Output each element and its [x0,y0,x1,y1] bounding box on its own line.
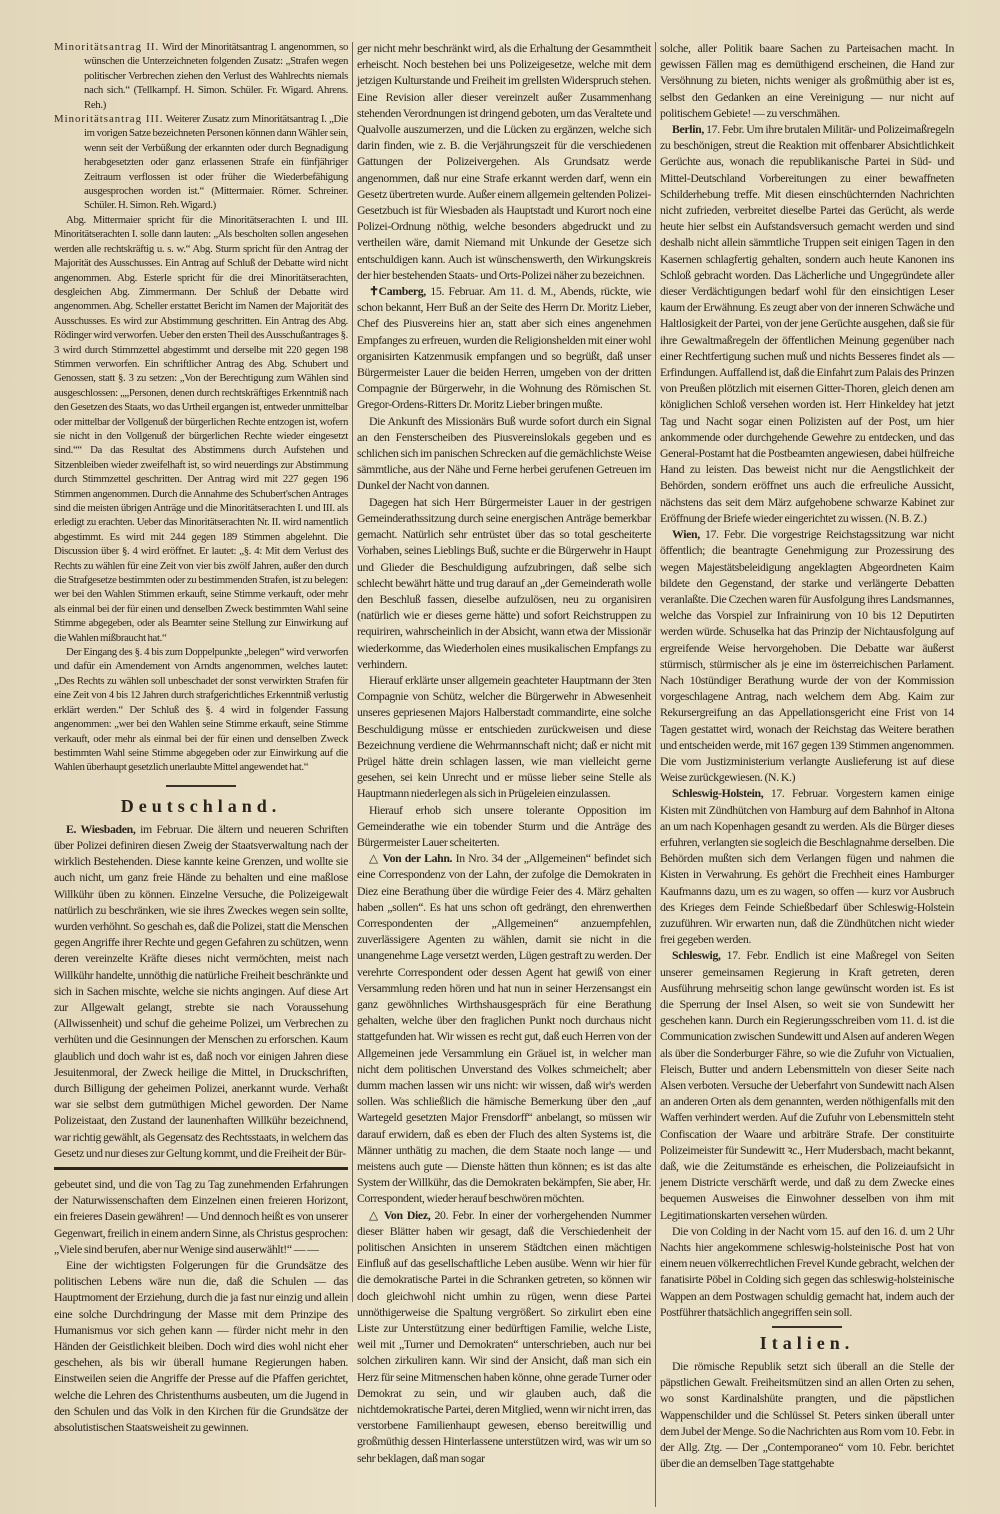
article-paragraph: Hierauf erhob sich unsere tolerante Opposition im Gemeinderathe wie ein tobender Sturm und die Anträge des Bürgermeister Lauer scheiterten. [357,802,651,849]
minority-motion-3: Minoritätsantrag III. Weiterer Zusatz zum Minoritätsantrag I. „Die im vorigen Satze bezeichneten Personen können dann Wähler sein, wenn seit der Verbüßung der erkannten oder durch Begnadigung herabgesetzten oder ganz erlassenen Strafe ein fünfjähriger Zeitraum verflossen ist oder früher die Wiederbefähigung ausgesprochen worden ist.“ (Mittermaier. Römer. Schreiner. Schüler. H. Simon. Reh. Wigard.) [54,113,348,212]
article-continuation: gebeutet sind, und die von Tag zu Tag zunehmenden Erfahrungen der Naturwissenschaften dem Einzelnen einen freieren Horizont, ein freieres Dasein gewähren! — Und dennoch heißt es von unserer Gegenwart, freilich in einem andern Sinne, als Christus gesprochen: „Viele sind berufen, aber nur Wenige sind auserwählt!“ — — [54,1176,348,1256]
schleswig-article: Schleswig, 17. Febr. Endlich ist eine Maßregel von Seiten unserer gemeinsamen Regierung in Kraft getreten, deren Ausführung mehrseitig schon lange gewünscht worden ist. Es ist die Sperrung der Insel Alsen, so weit sie von Sundewitt her geschehen kann. Durch ein Regierungsschreiben vom 11. d. ist die Communication zwischen Sundewitt und Alsen auf anderen Wegen als über die Sonderburger Fähre, so wie die Zufuhr von Victualien, Fleisch, Butter und andern Lebensmitteln von dieser Seite nach Alsen verboten. Versuche der Ueberfahrt von Sundewitt nach Alsen an anderen Orten als dem genannten, werden nöthigenfalls mit den Waffen verhindert werden. Auf die Zufuhr von Lebensmitteln steht Confiscation der Waare und arbiträre Strafe. Der constituirte Polizeimeister für Sundewitt ꝛc., Herr Mudersbach, macht bekannt, daß, wie die Zeitumstände es erheischen, die Polizeiaufsicht in jenem Districte verschärft werde, und daß zu dem Zwecke eines bequemen Ausweises die Einwohner desselben von ihm mit Legitimationskarten versehen würden. [660,948,954,1222]
section-heading-deutschland: Deutschland. [120,795,282,816]
italy-article: Die römische Republik setzt sich überall an die Stelle der päpstlichen Gewalt. Freiheitsmützen sind an allen Orten zu sehen, wo sonst Kardinalshüte prangten, und die päpstlichen Wappenschilder und die Schlüssel St. Peters sinken überall unter dem Jubel der Menge. So die Nachrichten aus Rom vom 10. Febr. in der Allg. Ztg. — Der „Contemporaneo“ vom 10. Febr. berichtet über die an demselben Tage stattgehabte [660,1359,954,1471]
wiesbaden-article: E. Wiesbaden, im Februar. Die ältern und neueren Schriften über Polizei definiren diesen Zweig der Staatsverwaltung nach der wirklich Bestehenden. Diese kannte keine Grenzen, und wollte sie auch nicht, um ganz freie Hände zu behalten und eine maßlose Willkühr üben zu können. Einzelne Versuche, die Polizeigewalt natürlich zu beschränken, wie sie ihres Zweckes wegen sein sollte, wurden verhöhnt. So geschah es, daß die Polizei, statt die Menschen gegen Angriffe ihrer Rechte und gegen Gefahren zu schützen, wenn deren vereinzelte Kräfte dieses nicht vermöchten, meist nach Willkühr handelte, unnöthig die natürliche Freiheit beschränkte und sich in Sachen mischte, welche sie nichts angingen. Auf diese Art zur Allgewalt gelangt, strebte sie nach Voraussehung (Allwissenheit) und schuf die geheime Polizei, um Verbrechen zu verhüten und die Gesinnungen der Menschen zu erforschen. Kaum glaublich und doch wahr ist es, daß noch vor einigen Jahren diese Jesuitenmoral, der Zweck heilige die Mittel, in Druckschriften, durch Billigung der geheimen Polizei, anerkannt wurde. Verhaßt war sie selbst dem gutmüthigen Michel geworden. Der Name Polizeistaat, den Zustand der launenhaften Willkühr bezeichnend, war richtig gewählt, als Gegensatz des Rechtsstaats, in welchem das Gesetz und nur dieses zur Geltung kommt, und die Freiheit der Bür- gebeutet sind, und die von Tag zu Tag zunehmenden Erfahrungen der Naturwissenschaften dem Einzelnen einen freieren Horizont, ein freieres Dasein gewähren! — Und dennoch heißt es von unserer Gegenwart, freilich in einem andern Sinne, als Christus gesprochen: „Viele sind berufen, aber nur Wenige sind auserwählt!“ — — Eine der wichtigsten Folgerungen für die Grundsätze des politischen Lebens wäre nun die, daß die Schulen — das Hauptmoment der Erziehung, durch die ja fast nur einzig und allein eine solche Durchdringung der Masse mit dem Prinzipe des Humanismus vor sich gehen kann — fürder nicht mehr in den Händen der Geistlichkeit bleiben. Doch wird dies wohl nicht eher geschehen, als bis wir überall humane Regierungen haben. Einstweilen seien die Angriffe der Presse auf die Pfaffen gerichtet, welche die Lehren des Christenthums ausbeuten, um die Jugend in den Schulen und das Volk in den Kirchen für die Grundsätze der absolutistischen Staatsweisheit zu gewinnen. [54,821,349,1435]
column-divider [655,42,656,1507]
berlin-article: Berlin, 17. Febr. Um ihre brutalen Militär- und Polizeimaßregeln zu beschönigen, streut die Reaktion mit offenbarer Absichtlichkeit Gerüchte aus, wonach die republikanische Partei in Süd- und Mittel-Deutschland Vorbereitungen zu einer bewaffneten Schilderhebung treffe. Mit diesen einschüchternden Nachrichten nicht zufrieden, verbreitet dieselbe Partei das Gerücht, als werde heute hier selbst ein Aufstandsversuch gemacht werden und sind deshalb nicht allein sämmtliche Truppen seit einigen Tagen in den Kasernen schlagfertig gehalten, sondern auch heute Kanonen ins Schloß gebracht worden. Das Lächerliche und Ungegründete aller dieser Verdächtigungen bedarf wohl für den einsichtigen Leser kaum der Erwähnung. Es zeugt aber von der inneren Schwäche und Haltlosigkeit der Partei, von der jene Gerüchte ausgehen, daß sie für ihre Gewaltmaßregeln der öffentlichen Meinung gegenüber nach einer Rechtfertigung suchen muß und nichts Besseres findet als — Erfindungen. Auffallend ist, daß die Einfahrt zum Palais des Prinzen von Preußen plötzlich mit eisernen Gitter-Thoren, gleich denen am königlichen Schloß versehen worden ist. Herr Hinkeldey hat jetzt Tag und Nacht sogar einen Polizisten auf der Post, um hier ankommende oder durchgehende Gewehre zu entdecken, und das General-Postamt hat die Postbeamten angewiesen, dabei hülfreiche Hand zu leisten. Das beweist nicht nur die Aengstlichkeit der Behörden, sondern eröffnet uns auch die erfreuliche Aussicht, nächstens das seit dem März aufgehobene schwarze Kabinet zur Eröffnung der Briefe wieder eingerichtet zu wissen. (N. B. Z.) [660,122,954,525]
parliament-report [54,40,348,775]
schleswig-holstein-article: Schleswig-Holstein, 17. Februar. Vorgestern kamen einige Kisten mit Zündhütchen von Hamburg auf dem Bahnhof in Altona an um nach Kopenhagen gesandt zu werden. Als die Bürger dieses erfuhren, verlangten sie sogleich die Beschlagnahme derselben. Die Behörden mußten sich dem Verlangen fügen und nahmen die Kisten in Verwahrung. Es gehört die Frechheit eines Hamburger Kaufmanns dazu, um es zu wagen, so offen — kurz vor Ausbruch des Krieges dem Feinde Schießbedarf über Schleswig-Holstein zuzuführen. Wir erwarten nun, daß die Zündhütchen nicht wieder frei gegeben werden. [660,786,955,947]
article-paragraph: Eine der wichtigsten Folgerungen für die Grundsätze des politischen Lebens wäre nun die, daß die Schulen — das Hauptmoment der Erziehung, durch die ja fast nur einzig und allein eine solche Durchdringung der Masse mit dem Prinzipe des Humanismus vor sich gehen kann — fürder nicht mehr in den Händen der Geistlichkeit bleiben. Doch wird dies wohl nicht eher geschehen, als bis wir überall humane Regierungen haben. Einstweilen seien die Angriffe der Presse auf die Pfaffen gerichtet, welche die Lehren des Christenthums ausbeuten, um die Jugend in den Schulen und das Volk in den Kirchen für die Grundsätze der absolutistischen Staatsweisheit zu gewinnen. [54,1258,348,1435]
article-continuation: ger nicht mehr beschränkt wird, als die Erhaltung der Gesammtheit erheischt. Noch bestehen bei uns Polizeigesetze, welche mit dem jetzigen Kulturstande und Freiheit im grellsten Widerspruch stehen. Eine Revision aller dieser vereinzelt außer Zusammenhang stehenden Verordnungen ist dringend geboten, um das Veraltete und Qualvolle auszumerzen, und die Lücken zu ergänzen, welche sich darin finden, wie z. B. die Verjährungszeit für die verschiedenen Gattungen der Polizeivergehen. Als Grundsatz werde angenommen, daß nur eine Strafe erkannt werden darf, wenn ein Gesetz übertreten wurde. Außer einem allgemein geltenden Polizei-Gesetzbuch ist für Wiesbaden als Hauptstadt und Kurort noch eine Polizei-Ordnung nöthig, welche besonders abgedruckt und zu vertheilen wäre, damit Niemand mit Unkunde der Gesetze sich entschuldigen kann. Auch ist wünschenswerth, den Wirkungskreis der hier bestehenden Staats- und Orts-Polizei näher zu bezeichnen. [357,41,651,282]
dateline: E. Wiesbaden, [66,821,136,836]
article-continuation: solche, aller Politik baare Sachen zu Parteisachen macht. In gewissen Fällen mag es demüthigend erscheinen, die Hand zur Versöhnung zu bieten, nichts weniger als großmüthig aber ist es, selbst den Gedanken an eine Vereinigung — nur nicht auf politischem Gebiete! — zu verschmähen. [660,41,954,120]
wien-article: Wien, 17. Febr. Die vorgestrige Reichstagssitzung war nicht öffentlich; die beantragte Genehmigung zur Prozessirung des wegen Majestätsbeleidigung angeklagten Abgeordneten Kaim bildete den Gegenstand, der starke und verlängerte Debatten veranlaßte. Die Czechen waren für Ausfolgung ihres Landsmannes, welche das Vorspiel zur Infrainirung von 10 bis 12 Deputirten werden würde. Schuselka hat das Prinzip der Nichtausfolgung auf ergreifende Weise hervorgehoben. Die Debatte war äußerst stürmisch, stürmischer als je eine im österreichischen Parlament. Nach 10stündiger Berathung wurde der von der Kommission vorgeschlagene Antrag, nach welchem dem Abg. Kaim zur Rekursergreifung an das Appellationsgericht eine Frist von 14 Tagen gestattet wird, wonach der Reichstag das Weitere berathen und entscheiden werde, mit 167 gegen 139 Stimmen angenommen. Die vom Justizministerium verlangte Auslieferung ist auf diese Weise zurückgewiesen. (N. K.) [660,527,955,785]
camberg-article: ✝Camberg, 15. Februar. Am 11. d. M., Abends, rückte, wie schon bekannt, Herr Buß an der Seite des Herrn Dr. Moritz Lieber, Chef des Piusvereins hier an, statt aber sich eines angenehmen Empfanges zu erfreuen, wurden die Religionshelden mit einer wohl organisirten Katzenmusik empfangen und so begrüßt, daß unser Bürgermeister Lauer die beiden Herren, umgeben von der dritten Compagnie der Bürgerwehr, in die Wohnung des Römischen St. Gregor-Ordens-Ritters Dr. Moritz Lieber bringen mußte. [357,284,652,412]
column-3 [660,40,954,1471]
column-2 [357,40,651,1466]
paragraph-4-result: Der Eingang des §. 4 bis zum Doppelpunkte „belegen“ wird verworfen und dafür ein Amendement von Arndts angenommen, welches lautet: „Des Rechts zu wählen soll unbeschadet der sonst verwirkten Strafen für eine Zeit von 4 bis 12 Jahren durch strafgerichtliches Erkenntniß verlustig erklärt werden.“ Der Schluß des §. 4 wird in folgender Fassung angenommen: „wer bei den Wahlen seine Stimme erkauft, seine Stimme verkauft, oder mehr als einmal bei der für einen und denselben Zweck bestimmten Wahl seine Stimme abgegeben oder zur Einwirkung auf die Wahlen überhaupt gesetzlich unerlaubte Mittel angewendet hat.“ [54,646,348,774]
debate-paragraph: Abg. Mittermaier spricht für die Minoritätserachten I. und III. Minoritätserachten I. solle dann lauten: „Als bescholten sollen angesehen werden alle rechtskräftig u. s. w.“ Abg. Sturm spricht für den Antrag der Majorität des Ausschusses. Ein Antrag auf Schluß der Debatte wird nicht angenommen. Abg. Esterle spricht für die drei Minoritätserachten, desgleichen Abg. Zimmermann. Der Schluß der Debatte wird angenommen. Abg. Scheller erstattet Bericht im Namen der Majorität des Ausschusses. Es wird zur Abstimmung geschritten. Ein Antrag des Abg. Rödinger wird verworfen. Ueber den ersten Theil des Ausschußantrages §. 3 wird durch Stimmzettel abgestimmt und derselbe mit 220 gegen 198 Stimmen verworfen. Ein schriftlicher Antrag des Abg. Schubert und Genossen, statt §. 3 zu setzen: „Von der Berechtigung zum Wählen sind ausgeschlossen: „„Personen, denen durch rechtskräftiges Erkenntniß nach den Gesetzen des Staats, wo das Urtheil ergangen ist, entweder unmittelbar oder mittelbar der Vollgenuß der bürgerlichen Rechte entzogen ist, wofern sie nicht in den Vollgenuß der bürgerlichen Rechte wieder eingesetzt sind.““ Da das Resultat des Abstimmens durch Aufstehen und Sitzenbleiben wieder zweifelhaft ist, so wird neuerdings zur Abstimmung durch Stimmzettel geschritten. Der Antrag wird mit 227 gegen 196 Stimmen angenommen. Durch die Annahme des Schubert'schen Antrages sind die meisten übrigen Anträge und die Minoritätserachten I. und III. als erledigt zu erachten. Ueber das Minoritätserachten Nr. II. wird namentlich abgestimmt. Es wird mit 244 gegen 189 Stimmen abgelehnt. Die Discussion über §. 4 wird eröffnet. Er lautet: „§. 4: Mit dem Verlust des Rechts zu wählen für eine Zeit von vier bis zwölf Jahren, außer den durch die Strafgesetze bestimmten oder zu bestimmenden Strafen, ist zu belegen: wer bei den Wahlen Stimmen erkauft, seine Stimme verkauft, oder mehr als einmal bei der für einen und denselben Zweck bestimmten Wahl seine Stimme abgegeben, oder als Beamter seine Stellung zur Einwirkung auf die Wahlen mißbraucht hat.“ [54,213,348,644]
column-divider [352,42,353,1302]
article-paragraph: Die von Colding in der Nacht vom 15. auf den 16. d. um 2 Uhr Nachts hier angekommene schleswig-holsteinische Post hat von einem neuen völkerrechtlichen Frevel Kunde gebracht, welchen der fanatisirte Pöbel in Colding sich gegen das schleswig-holsteinische Wappen an dem Postwagen schuldig gemacht hat, indem auch der Postführer thatsächlich angegriffen sein soll. [660,1223,954,1319]
diez-article: △ Von Diez, 20. Febr. In einer der vorhergehenden Nummer dieser Blätter haben wir gesagt, daß die Verschiedenheit der politischen Ansichten in unserem Städtchen einen mächtigen Einfluß auf das gesellschaftliche Leben ausübe. Wenn wir hier für die demokratische Partei in die Schranken getreten, so können wir doch gleichwohl nicht umhin zu rügen, wenn diese Partei unnöthigerweise die Spaltung vergrößert. So zirkulirt eben eine Liste zur Unterstützung einer bedürftigen Familie, welche Liste, weil mit „Turner und Demokraten“ unterschrieben, auch nur bei solchen zirkuliren kann. Wir sind der Ansicht, daß man sich ein Herz für seine Mitmenschen haben könne, ohne gerade Turner oder Demokrat zu sein, und wir glauben auch, daß die nichtdemokratische Partei, deren Mitglied, wenn wir nicht irren, das verstorbene Familienhaupt gewesen, ebenso bereitwillig und großmüthig dessen Hinterlassene unterstützen wird, was wir um so sehr beklagen, daß man sogar [357,1207,651,1465]
article-paragraph: Die Ankunft des Missionärs Buß wurde sofort durch ein Signal an den Fensterscheiben des Piusvereinslokals gegeben und es schlichen sich im panischen Schrecken auf die gemächlichste Weise sämmtliche, aus der Nähe und Ferne herbei gerufenen Getreuen im Dunkel der Nacht von dannen. [357,413,651,493]
divider [772,1326,842,1328]
section-heading-italien: Italien. [759,1333,855,1354]
article-paragraph: Hierauf erklärte unser allgemein geachteter Hauptmann der 3ten Compagnie von Schütz, welcher die Bürgerwehr in Abwesenheit unseres gepriesenen Majors Halberstadt commandirte, eine solche Beschuldigung müsse er entschieden zurückweisen und diese Bezeichnung verdiene die Wehrmannschaft nicht; daß er nicht mit Prügel hätte drein schlagen lassen, wie man vielleicht gerne gesehen, sei kein Unrecht und er müsse lieber seine Stelle als Hauptmann niederlegen als sich in Prügeleien einzulassen. [357,672,651,801]
minority-motion-2: Minoritätsantrag II. Wird der Minoritätsantrag I. angenommen, so wünschen die Unterzeichneten folgenden Zusatz: „Strafen wegen politischer Verbrechen ziehen den Verlust des Wahlrechts niemals nach sich.“ (Tellkampf. H. Simon. Schüler. Fr. Wigard. Ahrens. Reh.) [54,41,348,111]
column-1 [54,40,348,1435]
lahn-article: △ Von der Lahn. In Nro. 34 der „Allgemeinen“ befindet sich eine Correspondenz von der Lahn, der zufolge die Demokraten in Diez eine Berathung über die würdige Feier des 4. März gehalten haben „sollen“. Es hat uns schon oft gedrängt, den ehrenwerthen Correspondenten der „Allgemeinen“ anzuempfehlen, zuverlässigere Agenten zu wählen, damit sie nicht in die unangenehme Lage versetzt werden, Lügen gestraft zu werden. Der verehrte Correspondent oder dessen Agent hat gewiß von einer Versammlung reden hören und hat nun in seiner Herzensangst ein ganz gewöhnliches Wirthshausgespräch für eine Berathung gehalten, welche über den fraglichen Punkt noch durchaus nicht stattgefunden hat. Wir wissen es recht gut, daß euch Herren von der Allgemeinen jede Versammlung ein Gräuel ist, in welcher man nicht dem politischen Unverstand des Volkes schmeichelt; aber dumm machen lassen wir uns nicht: wir wissen, daß wir's werden sollen. Was schließlich die hämische Bemerkung über den „auf Wartegeld gesetzten Major Frensdorff“ anbelangt, so müssen wir darauf erwidern, daß es eben der Fluch des alten Systems ist, die Männer unthätig zu machen, die dem Staate noch lange — und meistens auch gute — Dienste hätten thun können; es ist das alte System der Willkühr, das die Demokraten bekämpfen, Sie aber, Hr. Correspondent, wieder herauf beschwören möchten. [357,851,652,1206]
divider [54,1167,348,1170]
article-paragraph: Dagegen hat sich Herr Bürgermeister Lauer in der gestrigen Gemeinderathssitzung durch seine energischen Anträge bemerkbar gemacht. Natürlich sehr entrüstet über das so total gescheiterte Vorhaben, seines Lieblings Buß, suchte er die Bürgerwehr in Haupt und Glieder die Beschuldigung aufzubringen, daß selbe sich schlecht bewährt hätte und trug darauf an „der Gemeinderath wolle den Beschluß fassen, dieselbe aufzulösen, neu zu organisiren (natürlich wie er dieses gerne hätte) und sofort Reichstruppen zu requiriren, wahrscheinlich in der Absicht, wann etwa der Missionär wiederkomme, das Wiederholen eines musikalischen Empfangs zu verhindern. [357,494,651,671]
divider [166,785,236,787]
